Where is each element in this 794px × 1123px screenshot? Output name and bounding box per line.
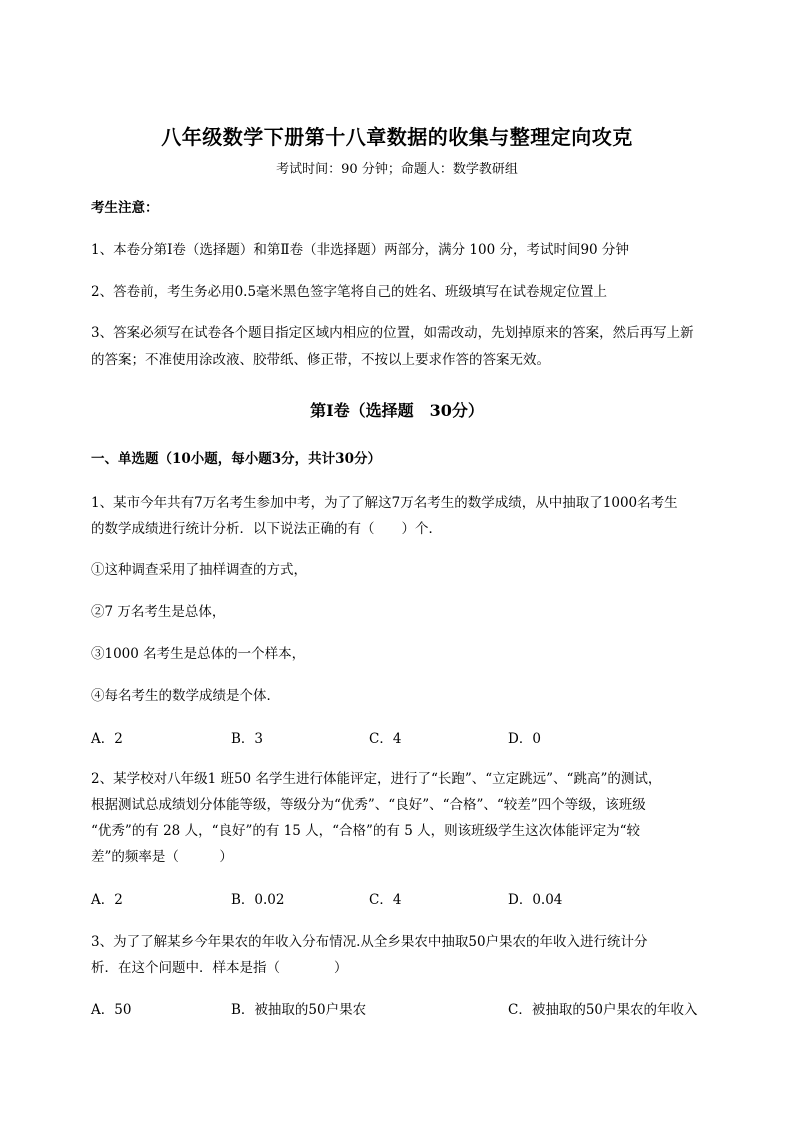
q2-stem-line-1: 2、某学校对八年级1 班50 名学生进行体能评定，进行了“长跑”、“立定跳远”、“跳高”的测试， xyxy=(91,771,662,787)
q3-stem-line-2: 析．在这个问题中．样本是指（ ） xyxy=(91,960,348,976)
q2-option-a: A．2 xyxy=(91,892,123,908)
q1-option-d: D．0 xyxy=(508,731,541,747)
q3-option-a: A．50 xyxy=(91,1002,132,1018)
notice-heading: 考生注意： xyxy=(91,200,159,216)
exam-subtitle: 考试时间：90 分钟；命题人：数学教研组 xyxy=(276,162,518,177)
q2-option-d: D．0.04 xyxy=(508,892,563,908)
q1-stem-line-2: 的数学成绩进行统计分析．以下说法正确的有（ ）个． xyxy=(91,521,442,537)
q1-option-b: B．3 xyxy=(231,731,264,747)
q1-statement-1: ①这种调查采用了抽样调查的方式， xyxy=(91,562,307,578)
part-heading: 一、单选题（10小题，每小题3分，共计30分） xyxy=(91,451,381,467)
q2-option-b: B．0.02 xyxy=(231,892,285,908)
q1-statement-3: ③1000 名考生是总体的一个样本， xyxy=(91,646,306,662)
q1-statement-4: ④每名考生的数学成绩是个体． xyxy=(91,688,280,704)
q3-option-b: B．被抽取的50户果农 xyxy=(231,1002,367,1018)
notice-item-2: 2、答卷前，考生务必用0.5毫米黑色签字笔将自己的姓名、班级填写在试卷规定位置上 xyxy=(91,284,608,300)
q2-stem-line-2: 根据测试总成绩划分体能等级，等级分为“优秀”、“良好”、“合格”、“较差”四个等级，该班级 xyxy=(91,797,646,813)
q2-stem-line-3: “优秀”的有 28 人，“良好”的有 15 人，“合格”的有 5 人，则该班级学生这次体能评定为“较 xyxy=(91,823,641,839)
section-title: 第Ⅰ卷（选择题 30分） xyxy=(310,401,484,420)
notice-item-3-line-2: 的答案；不准使用涂改液、胶带纸、修正带，不按以上要求作答的答案无效。 xyxy=(91,352,550,368)
q1-statement-2: ②7 万名考生是总体， xyxy=(91,604,226,620)
q1-option-a: A．2 xyxy=(91,731,123,747)
q1-stem-line-1: 1、某市今年共有7万名考生参加中考，为了了解这7万名考生的数学成绩，从中抽取了1000名考生 xyxy=(91,495,678,511)
notice-item-3-line-1: 3、答案必须写在试卷各个题目指定区域内相应的位置，如需改动，先划掉原来的答案，然后再写上新 xyxy=(91,325,694,341)
exam-title: 八年级数学下册第十八章数据的收集与整理定向攻克 xyxy=(161,125,633,149)
q3-stem-line-1: 3、为了了解某乡今年果农的年收入分布情况.从全乡果农中抽取50户果农的年收入进行统计分 xyxy=(91,934,648,950)
q3-option-c: C．被抽取的50户果农的年收入 xyxy=(508,1002,698,1018)
q2-option-c: C．4 xyxy=(369,892,402,908)
q2-stem-line-4: 差”的频率是（ ） xyxy=(91,849,233,865)
notice-item-1: 1、本卷分第Ⅰ卷（选择题）和第Ⅱ卷（非选择题）两部分，满分 100 分，考试时间90 分钟 xyxy=(91,242,629,258)
q1-option-c: C．4 xyxy=(369,731,402,747)
